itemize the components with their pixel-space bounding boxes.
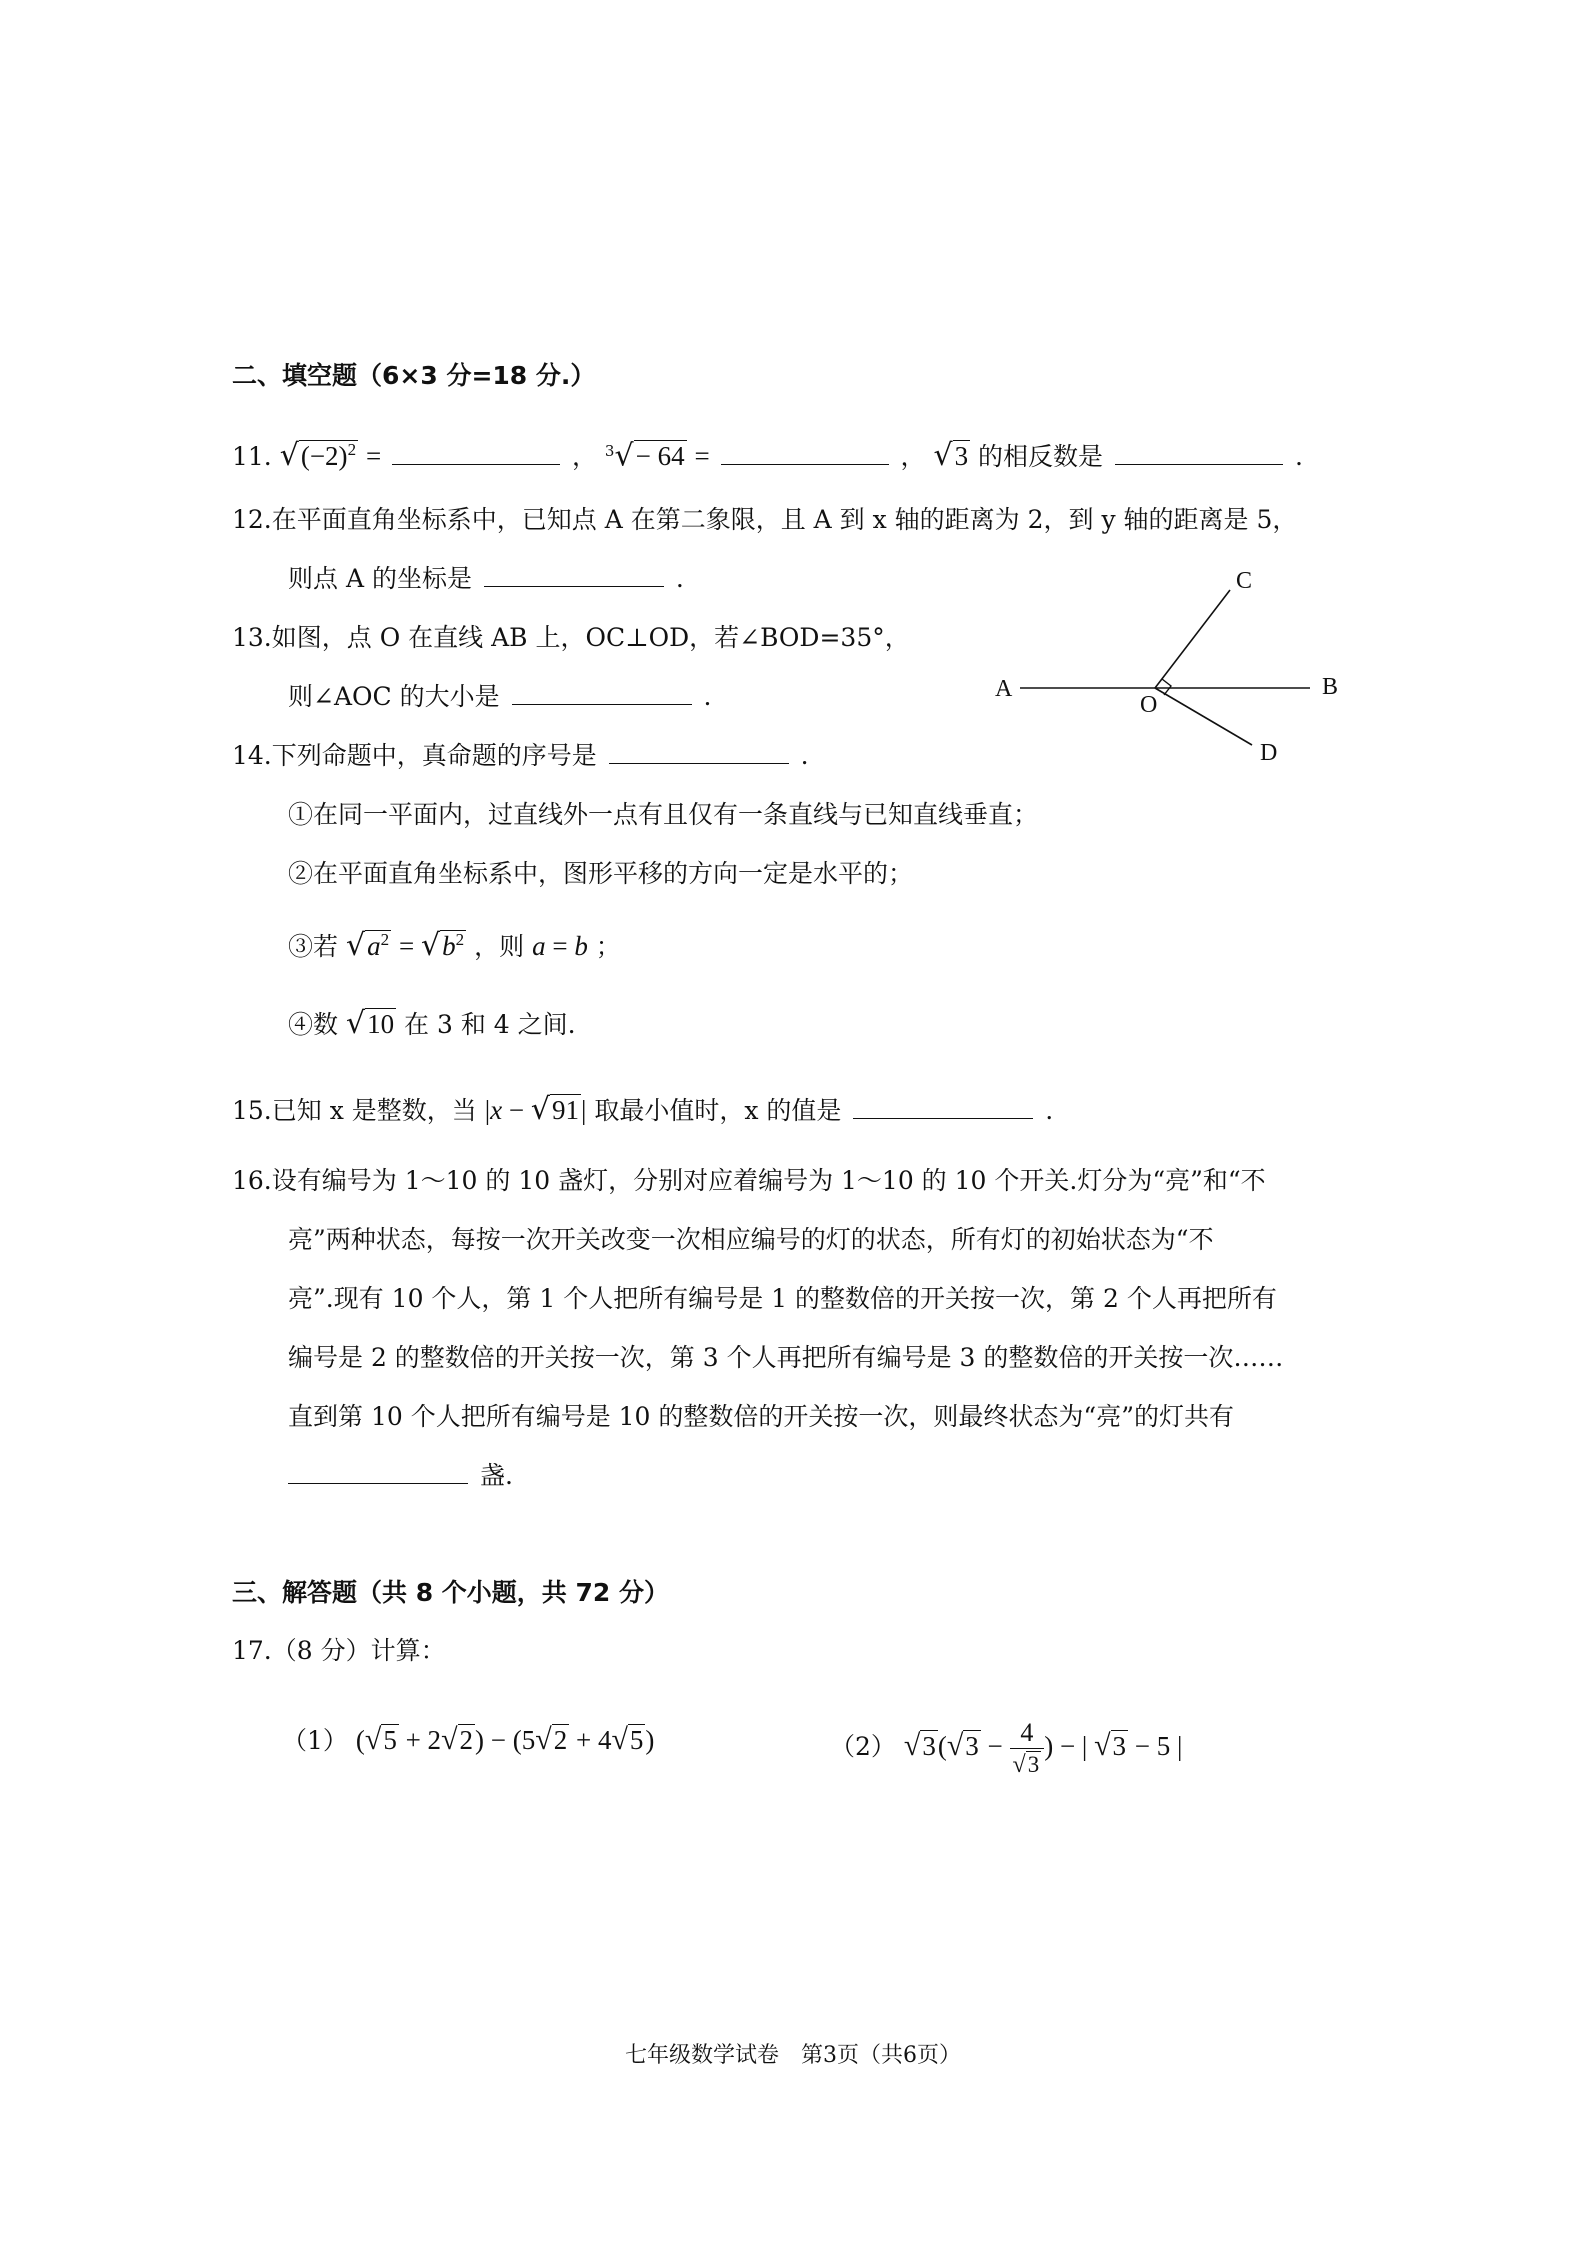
q14-option-1: ①在同一平面内，过直线外一点有且仅有一条直线与已知直线垂直；: [288, 800, 1039, 829]
q17-part-2: （2） √3(√3 − $\frac{4}{√3}$ ) − | √3 − 5 |: [830, 1718, 1183, 1778]
q16-line-6: 盏.: [288, 1458, 513, 1494]
q16-line-3: 亮”.现有 10 个人，第 1 个人把所有编号是 1 的整数倍的开关按一次，第 2 个人再把所有: [288, 1284, 1277, 1313]
sqrt-b-squared: $√b^2$: [421, 928, 465, 963]
q12-answer-blank[interactable]: [484, 562, 664, 587]
label-a: A: [995, 676, 1013, 702]
q11-number: 11.: [232, 442, 272, 471]
section2-heading: 二、填空题（6×3 分=18 分.）: [232, 361, 596, 390]
label-b: B: [1322, 674, 1339, 700]
q11-answer-blank-2[interactable]: [721, 440, 889, 465]
sqrt-expression: $√(-2)^2$: [279, 438, 357, 473]
label-c: C: [1236, 570, 1253, 594]
question-15: 15.已知 x 是整数，当 |x − √91| 取最小值时，x 的值是 .: [232, 1092, 1054, 1127]
question-14-stem: 14.下列命题中，真命题的序号是 .: [232, 741, 809, 770]
q16-line-4: 编号是 2 的整数倍的开关按一次，第 3 个人再把所有编号是 3 的整数倍的开关按一次……: [288, 1343, 1284, 1372]
question-12-line2: 则点 A 的坐标是 .: [288, 564, 684, 593]
q14-option-2: ②在平面直角坐标系中，图形平移的方向一定是水平的；: [288, 859, 914, 888]
q14-option-3: ③若 $√a^2 = √b^2$ ，则 a = b ；: [288, 922, 621, 965]
q16-answer-blank[interactable]: [288, 1459, 468, 1484]
question-13-line2: 则∠AOC 的大小是 .: [288, 682, 712, 711]
cbrt-expression: $^3$√− 64: [604, 438, 685, 473]
sqrt3-expression: √3: [933, 438, 969, 473]
ray-od: [1155, 688, 1252, 745]
q17-part-1: （1） (√5 + 2√2) − (5√2 + 4√5): [282, 1723, 655, 1756]
expression-1: (√5 + 2√2) − (5√2 + 4√5): [355, 1723, 655, 1756]
q16-line-5: 直到第 10 个人把所有编号是 10 的整数倍的开关按一次，则最终状态为“亮”的灯共有: [288, 1402, 1234, 1431]
question-17-stem: 17.（8 分）计算：: [232, 1636, 446, 1665]
angle-figure: [980, 570, 1350, 770]
q11-answer-blank-3[interactable]: [1115, 440, 1283, 465]
sqrt-a-squared: $√a^2$: [345, 928, 390, 963]
label-d: D: [1260, 740, 1278, 766]
q14-answer-blank[interactable]: [609, 739, 789, 764]
sqrt-10: √10: [345, 1006, 395, 1041]
page-footer: 七年级数学试卷 第3页（共6页）: [625, 2043, 961, 2068]
q14-option-4: ④数 √10 在 3 和 4 之间.: [288, 1006, 576, 1041]
q11-answer-blank-1[interactable]: [392, 440, 560, 465]
q13-answer-blank[interactable]: [512, 680, 692, 705]
a-equals-b: a: [532, 931, 546, 961]
sqrt-91: √91: [530, 1092, 579, 1127]
q16-line-2: 亮”两种状态，每按一次开关改变一次相应编号的灯的状态，所有灯的初始状态为“不: [288, 1225, 1214, 1254]
expression-2: √3(√3 − $\frac{4}{√3}$ ) − | √3 − 5 |: [903, 1718, 1183, 1778]
question-13-line1: 13.如图，点 O 在直线 AB 上，OC⊥OD，若∠BOD=35°，: [232, 623, 910, 652]
question-11: 11. $√(-2)^2$ = ， $^3$√− 64 = ， √3 的相反数是 .: [232, 432, 1303, 475]
section3-heading: 三、解答题（共 8 个小题，共 72 分）: [232, 1578, 670, 1607]
q15-answer-blank[interactable]: [853, 1094, 1033, 1119]
label-o: O: [1140, 692, 1158, 718]
question-12-line1: 12.在平面直角坐标系中，已知点 A 在第二象限，且 A 到 x 轴的距离为 2，到 y 轴的距离是 5，: [232, 505, 1298, 534]
ray-oc: [1155, 590, 1230, 688]
q16-line-1: 16.设有编号为 1～10 的 10 盏灯，分别对应着编号为 1～10 的 10 个开关.灯分为“亮”和“不: [232, 1166, 1266, 1195]
